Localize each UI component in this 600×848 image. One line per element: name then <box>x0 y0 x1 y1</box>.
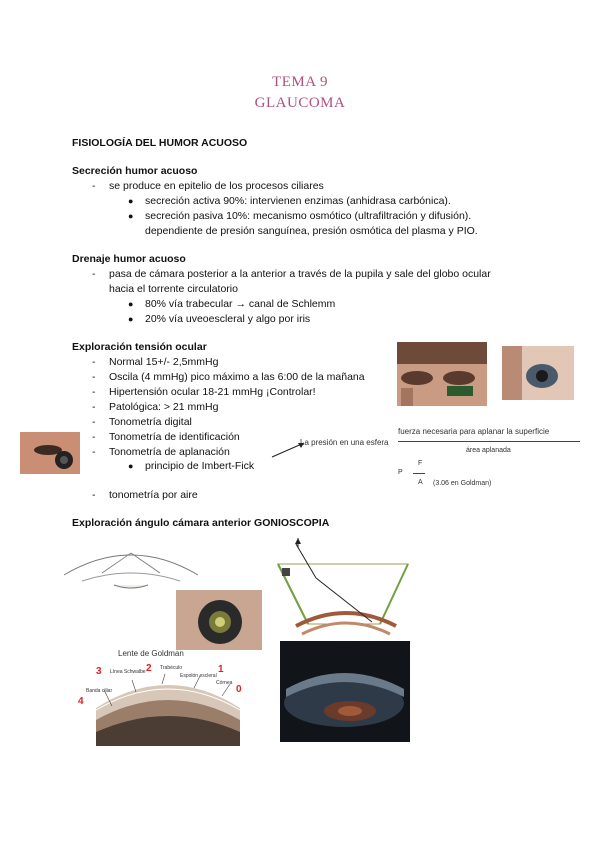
exploracion-item: Oscila (4 mmHg) pico máximo a las 6:00 de la mañana <box>109 371 365 383</box>
bullet-text: : mecanismo osmótico (ultrafiltración y difusión). <box>247 210 472 222</box>
slit-lamp-photo-graphic <box>502 346 574 400</box>
tonometria-aire: tonometría por aire <box>109 489 198 501</box>
goldmann-lens-label: Lente de Goldman <box>118 649 184 658</box>
secrecion-item: se produce en epitelio de los procesos ciliares <box>109 180 324 192</box>
fraction-bar <box>398 441 580 442</box>
bullet-marker: ● <box>128 299 134 309</box>
tonometry-photo-graphic <box>397 342 487 406</box>
bullet-marker: ● <box>128 196 134 206</box>
exploracion-item: Tonometría digital <box>109 416 192 428</box>
goniolens-schematic <box>276 538 410 636</box>
bullet-text: : intervienen enzimas (anhidrasa carbónica). <box>244 195 451 207</box>
exploracion-item: Tonometría de aplanación <box>109 446 230 458</box>
dash-marker: - <box>92 401 96 413</box>
drenaje-bullet-1: 80% vía trabecular → canal de Schlemm <box>145 298 336 310</box>
label-linea-schwalbe: Línea Schwalbe <box>110 669 146 675</box>
secrecion-bullet-2-cont: dependiente de presión sanguínea, presión osmótica del plasma y PIO. <box>145 225 478 237</box>
exploracion-item: Hipertensión ocular 18-21 mmHg ¡Controlar! <box>109 386 316 398</box>
drenaje-heading: Drenaje humor acuoso <box>72 253 186 265</box>
label-espolon-escleral: Espolón escleral <box>180 673 217 679</box>
formula-numerator: fuerza necesaria para aplanar la superficie <box>398 427 550 436</box>
tonometer-eye-photo-graphic <box>20 432 80 474</box>
fraction-bar-small <box>413 473 425 474</box>
number-2: 2 <box>146 663 152 674</box>
tonometry-photo <box>397 342 487 406</box>
drenaje-item-l2: hacia el torrente circulatorio <box>109 283 238 295</box>
tema-title: TEMA 9 <box>272 74 328 90</box>
dash-marker: - <box>92 446 96 458</box>
gonio-heading: Exploración ángulo cámara anterior GONIOSCOPIA <box>72 517 330 529</box>
exploracion-heading: Exploración tensión ocular <box>72 341 207 353</box>
formula-note: (3.06 en Goldman) <box>433 480 492 487</box>
dash-marker: - <box>92 180 96 192</box>
exploracion-item: Normal 15+/- 2,5mmHg <box>109 356 219 368</box>
bold-term: secreción activa 90% <box>145 195 245 207</box>
goldmann-lens-photo <box>176 590 262 650</box>
dash-marker: - <box>92 268 96 280</box>
formula-f: F <box>418 460 423 467</box>
exploracion-item: Patológica: > 21 mmHg <box>109 401 219 413</box>
dash-marker: - <box>92 489 96 501</box>
secrecion-heading: Secreción humor acuoso <box>72 165 198 177</box>
gonioscopy-photo <box>280 641 410 742</box>
number-1: 1 <box>218 664 224 675</box>
tonometer-eye-photo <box>20 432 80 474</box>
gonioscopy-photo-graphic <box>280 641 410 742</box>
imbert-fick-bullet: principio de Imbert-Fick <box>145 460 255 472</box>
secrecion-bullet-1 <box>145 195 451 207</box>
label-trabeculo: Trabéculo <box>160 665 183 671</box>
slit-lamp-photo <box>502 346 574 400</box>
chamber-angle-diagram <box>62 545 200 593</box>
label-banda-ciliar: Banda ciliar <box>86 688 113 694</box>
formula-a: A <box>418 479 423 486</box>
dash-marker: - <box>92 416 96 428</box>
glaucoma-title: GLAUCOMA <box>254 95 346 111</box>
formula-lhs: La presión en una esfera <box>300 438 389 447</box>
dash-marker: - <box>92 386 96 398</box>
drenaje-item-l1: pasa de cámara posterior a la anterior a través de la pupila y sale del globo ocular <box>109 268 491 280</box>
drenaje-bullet-2: 20% vía uveoescleral y algo por iris <box>145 313 311 325</box>
secrecion-bullet-2 <box>145 210 471 222</box>
number-3: 3 <box>96 666 102 677</box>
label-cornea: Córnea <box>216 680 233 686</box>
dash-marker: - <box>92 356 96 368</box>
dash-marker: - <box>92 431 96 443</box>
bullet-marker: ● <box>128 461 134 471</box>
section-heading: FISIOLOGÍA DEL HUMOR ACUOSO <box>72 137 248 149</box>
bold-term: secreción pasiva 10% <box>145 210 248 222</box>
bullet-marker: ● <box>128 211 134 221</box>
number-0: 0 <box>236 684 242 695</box>
formula-p: P <box>398 469 403 476</box>
formula-denominator: área aplanada <box>466 447 511 454</box>
number-4: 4 <box>78 696 84 707</box>
bullet-marker: ● <box>128 314 134 324</box>
goldmann-lens-photo-graphic <box>176 590 262 650</box>
exploracion-item: Tonometría de identificación <box>109 431 240 443</box>
dash-marker: - <box>92 371 96 383</box>
